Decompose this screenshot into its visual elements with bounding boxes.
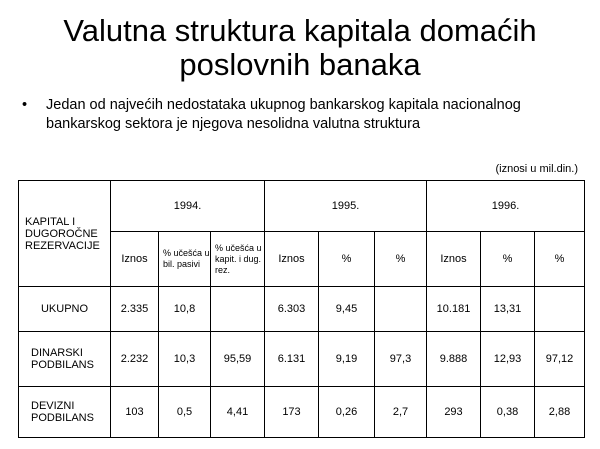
- table-cell: 9,45: [319, 287, 375, 332]
- table-cell: 12,93: [481, 332, 535, 387]
- table-cell: 9,19: [319, 332, 375, 387]
- table-cell: 0,38: [481, 387, 535, 438]
- subheader-1995-pct1: %: [319, 232, 375, 287]
- subheader-1995-pct2: %: [375, 232, 427, 287]
- table-cell: [535, 287, 585, 332]
- capital-structure-table: [18, 180, 585, 438]
- bullet-text: Jedan od najvećih nedostataka ukupnog bankarskog kapitala nacionalnog bankarskog sektora je njegova nesolidna valutna struktura: [46, 97, 521, 132]
- table-cell: 10.181: [427, 287, 481, 332]
- table-cell: [375, 287, 427, 332]
- table-row: [19, 332, 585, 387]
- table-cell: 10,8: [159, 287, 211, 332]
- table-cell: 6.131: [265, 332, 319, 387]
- table-cell: 95,59: [211, 332, 265, 387]
- table-cell: 9.888: [427, 332, 481, 387]
- row-label-dinarski: DINARSKI PODBILANS: [19, 332, 111, 387]
- subheader-1996-pct1: %: [481, 232, 535, 287]
- table-row: [19, 387, 585, 438]
- subheader-1994-pct-kap: % učešća u kapit. i dug. rez.: [211, 232, 265, 287]
- row-label-devizni: DEVIZNI PODBILANS: [19, 387, 111, 438]
- subheader-1994-iznos: Iznos: [111, 232, 159, 287]
- subheader-1995-iznos: Iznos: [265, 232, 319, 287]
- bullet-icon: •: [22, 97, 28, 113]
- table-cell: 2,7: [375, 387, 427, 438]
- table-cell: 0,26: [319, 387, 375, 438]
- slide-title-line2: poslovnih banaka: [179, 47, 421, 82]
- table-cell: 4,41: [211, 387, 265, 438]
- table-row: [19, 287, 585, 332]
- table-cell: 0,5: [159, 387, 211, 438]
- table-cell: 103: [111, 387, 159, 438]
- slide-title: [0, 14, 600, 82]
- table-cell: 293: [427, 387, 481, 438]
- table-cell: 10,3: [159, 332, 211, 387]
- table-cell: 173: [265, 387, 319, 438]
- table-cell: 2.232: [111, 332, 159, 387]
- table-cell: 97,12: [535, 332, 585, 387]
- table-cell: 97,3: [375, 332, 427, 387]
- year-1995: 1995.: [265, 181, 427, 232]
- subheader-1996-iznos: Iznos: [427, 232, 481, 287]
- row-label-ukupno: UKUPNO: [19, 287, 111, 332]
- table-cell: 2.335: [111, 287, 159, 332]
- subheader-1994-pct-bil: % učešća u bil. pasivi: [159, 232, 211, 287]
- units-note: (iznosi u mil.din.): [495, 163, 578, 175]
- table-cell: 13,31: [481, 287, 535, 332]
- year-1994: 1994.: [111, 181, 265, 232]
- year-1996: 1996.: [427, 181, 585, 232]
- subheader-1996-pct2: %: [535, 232, 585, 287]
- year-header-row: [19, 181, 585, 232]
- row-header-label: KAPITAL I DUGOROČNE REZERVACIJE: [19, 181, 111, 287]
- slide-title-line1: Valutna struktura kapitala domaćih: [63, 13, 537, 48]
- table-cell: 6.303: [265, 287, 319, 332]
- table-cell: [211, 287, 265, 332]
- table-cell: 2,88: [535, 387, 585, 438]
